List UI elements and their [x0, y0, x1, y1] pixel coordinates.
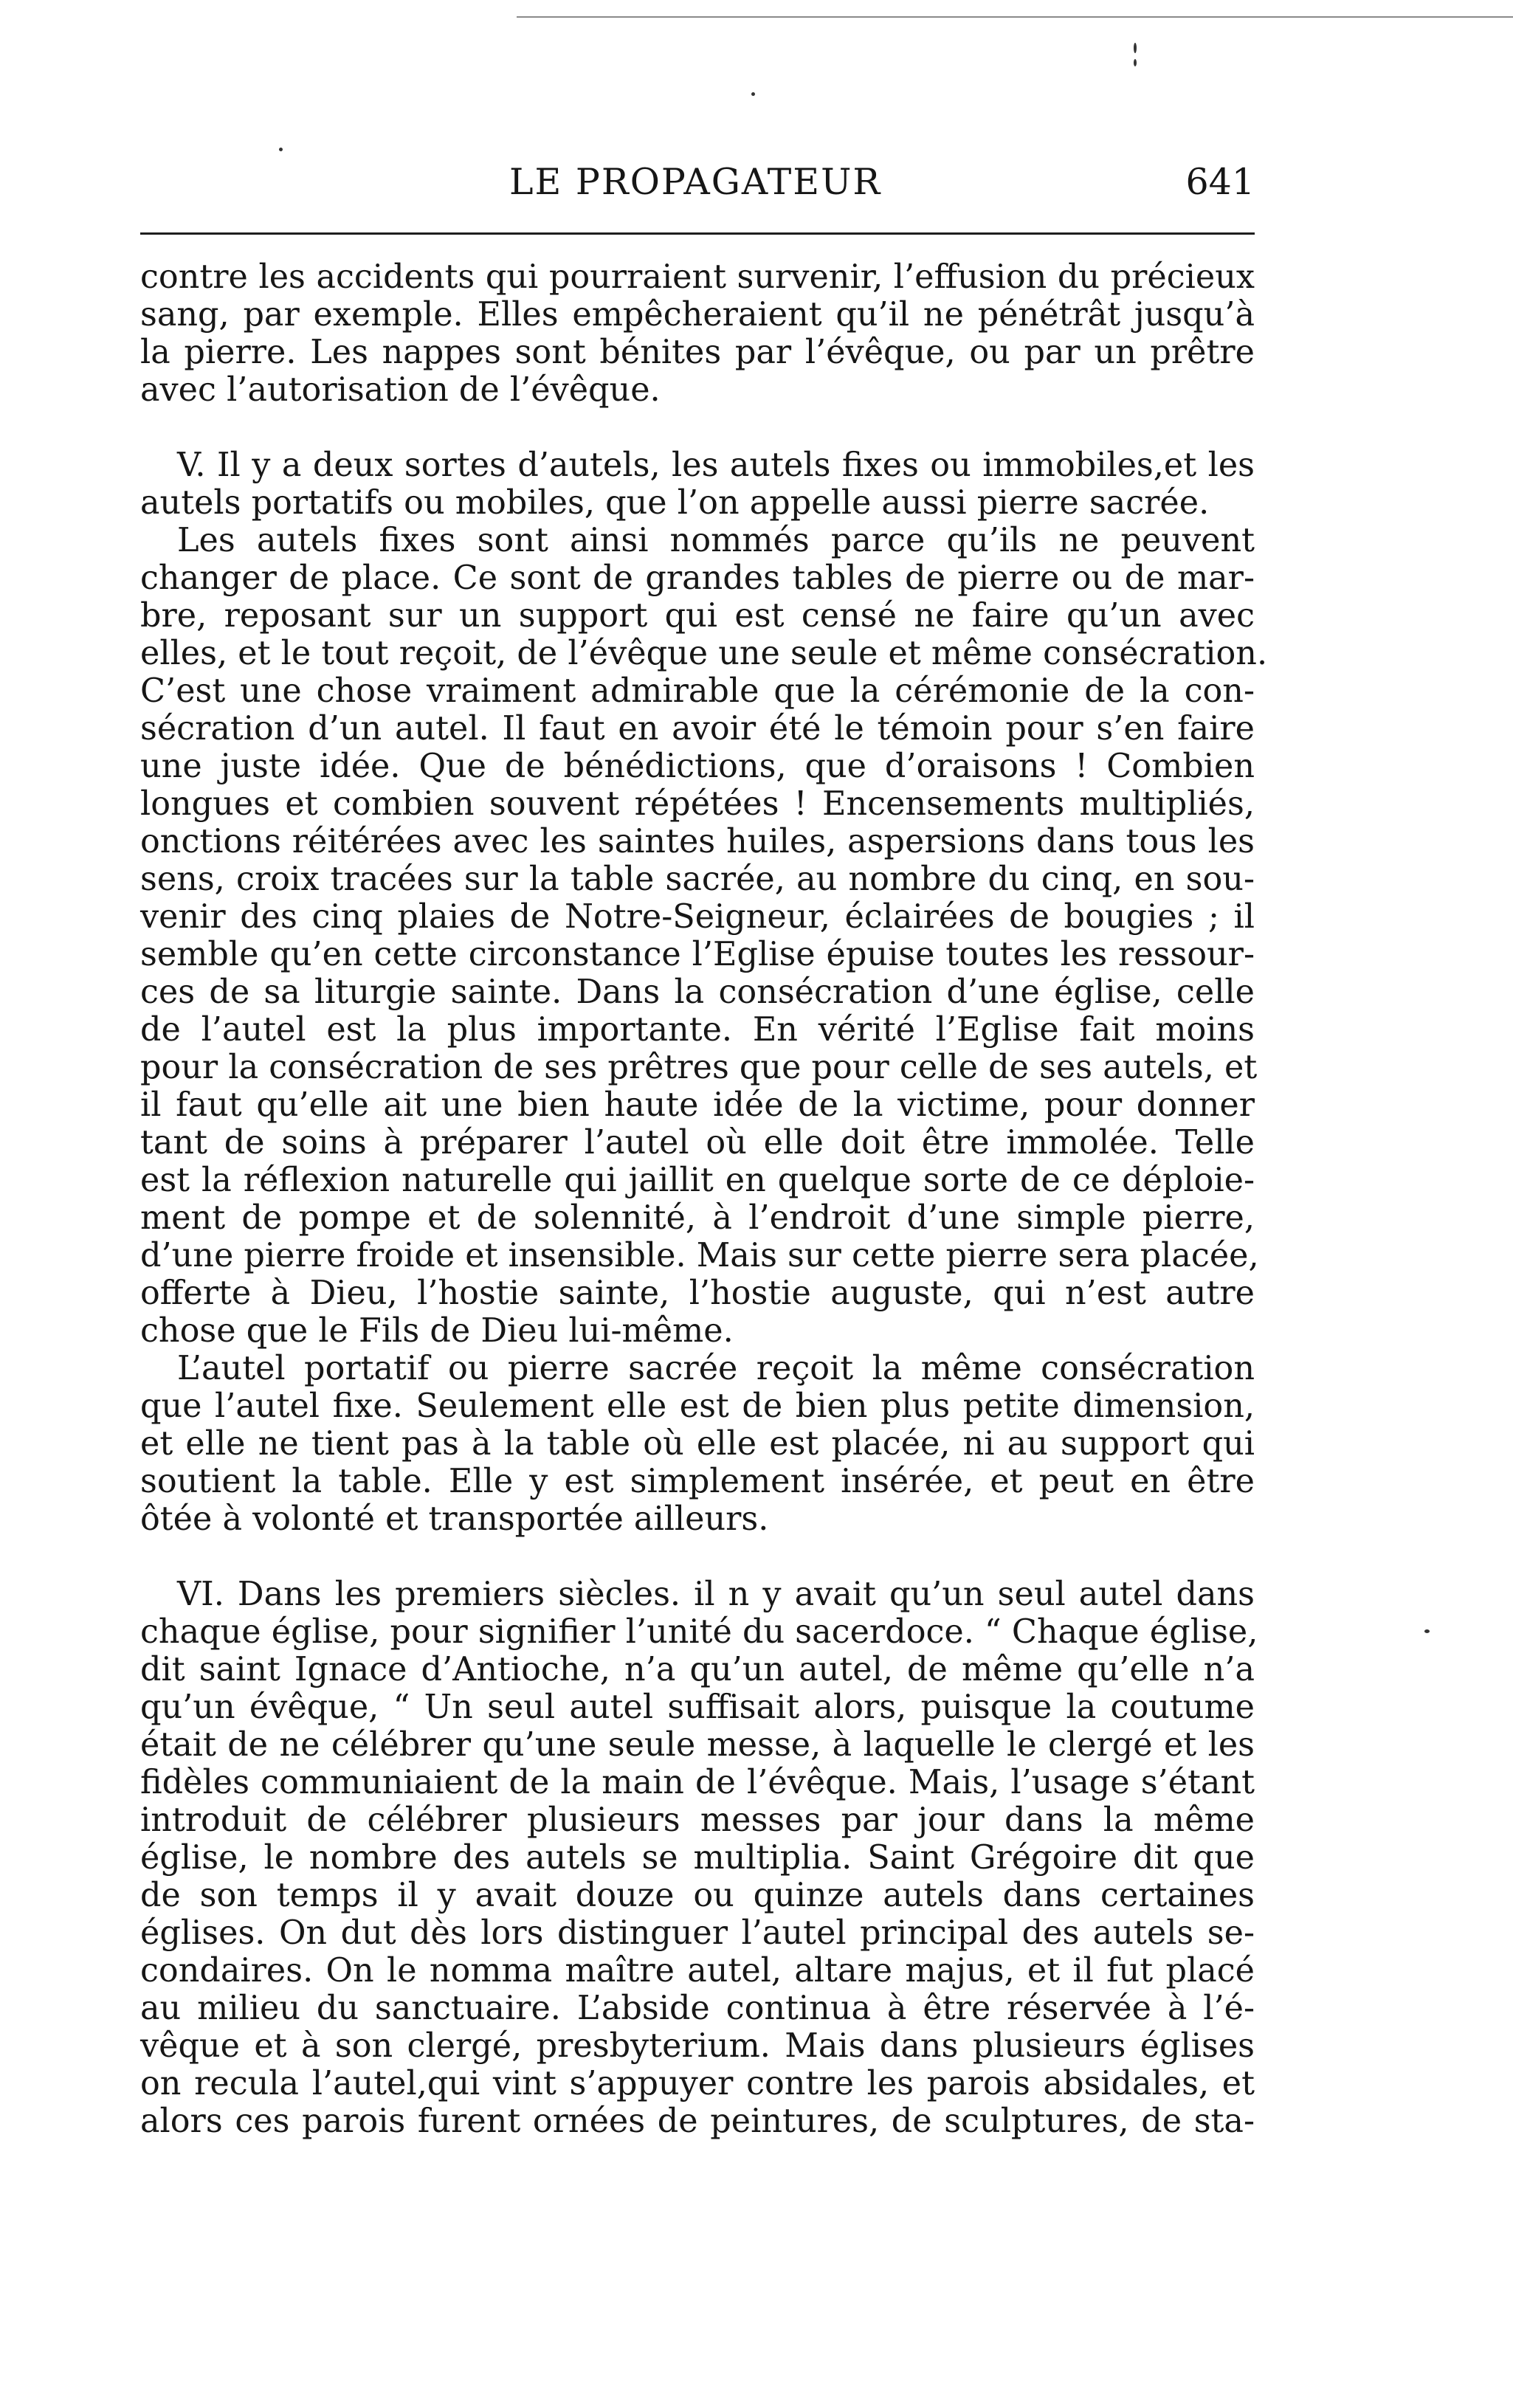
text-line: L’autel portatif ou pierre sacrée reçoit la même consécration: [177, 1350, 1255, 1387]
paragraph-gap: [140, 1538, 1255, 1576]
text-line: sécration d’un autel. Il faut en avoir été le témoin pour s’en faire: [140, 710, 1255, 748]
text-line: ces de sa liturgie sainte. Dans la consécration d’une église, celle: [140, 973, 1255, 1011]
text-line: sang, par exemple. Elles empêcheraient qu’il ne pénétrât jusqu’à: [140, 296, 1255, 334]
text-line: églises. On dut dès lors distinguer l’autel principal des autels se-: [140, 1914, 1255, 1952]
text-line: que l’autel fixe. Seulement elle est de bien plus petite dimension,: [140, 1387, 1255, 1425]
print-speck: [1134, 43, 1137, 53]
page-header: [140, 148, 1255, 214]
text-line: chose que le Fils de Dieu lui-même.: [140, 1312, 734, 1350]
text-line: autels portatifs ou mobiles, que l’on appelle aussi pierre sacrée.: [140, 484, 1210, 522]
running-title: LE PROPAGATEUR: [509, 161, 882, 203]
text-line: onctions réitérées avec les saintes huiles, aspersions dans tous les: [140, 823, 1255, 860]
text-line: tant de soins à préparer l’autel où elle doit être immolée. Telle: [140, 1124, 1255, 1162]
text-line: on recula l’autel,qui vint s’appuyer contre les parois absidales, et: [140, 2065, 1255, 2102]
text-line: et elle ne tient pas à la table où elle est placée, ni au support qui: [140, 1425, 1255, 1463]
text-line: condaires. On le nomma maître autel, altare majus, et il fut placé: [140, 1952, 1255, 1990]
text-line: venir des cinq plaies de Notre-Seigneur, éclairées de bougies ; il: [140, 898, 1255, 936]
print-speck: [751, 92, 755, 96]
text-line: vêque et à son clergé, presbyterium. Mais dans plusieurs églises: [140, 2027, 1255, 2065]
text-line: est la réflexion naturelle qui jaillit en quelque sorte de ce déploie-: [140, 1162, 1255, 1199]
body-text: [140, 258, 1268, 2140]
text-line: église, le nombre des autels se multiplia. Saint Grégoire dit que: [140, 1839, 1255, 1877]
text-line: V. Il y a deux sortes d’autels, les autels fixes ou immobiles,et les: [177, 446, 1255, 484]
text-line: VI. Dans les premiers siècles. il n y avait qu’un seul autel dans: [177, 1576, 1255, 1613]
text-line: bre, reposant sur un support qui est censé ne faire qu’un avec: [140, 597, 1255, 635]
text-line: alors ces parois furent ornées de peintures, de sculptures, de sta-: [140, 2102, 1255, 2140]
text-line: avec l’autorisation de l’évêque.: [140, 371, 661, 409]
top-edge-rule: [517, 16, 1513, 18]
text-line: une juste idée. Que de bénédictions, que d’oraisons ! Combien: [140, 748, 1255, 785]
text-line: pour la consécration de ses prêtres que pour celle de ses autels, et: [140, 1049, 1258, 1086]
text-line: contre les accidents qui pourraient survenir, l’effusion du précieux: [140, 258, 1255, 296]
text-line: dit saint Ignace d’Antioche, n’a qu’un autel, de même qu’elle n’a: [140, 1651, 1255, 1688]
text-line: qu’un évêque, “ Un seul autel suffisait alors, puisque la coutume: [140, 1688, 1255, 1726]
text-line: la pierre. Les nappes sont bénites par l’évêque, ou par un prêtre: [140, 334, 1255, 371]
text-line: longues et combien souvent répétées ! Encensements multipliés,: [140, 785, 1255, 823]
text-line: soutient la table. Elle y est simplement insérée, et peut en être: [140, 1463, 1255, 1500]
text-line: chaque église, pour signifier l’unité du sacerdoce. “ Chaque église,: [140, 1613, 1258, 1651]
text-line: fidèles communiaient de la main de l’évêque. Mais, l’usage s’étant: [140, 1764, 1255, 1801]
text-line: introduit de célébrer plusieurs messes par jour dans la même: [140, 1801, 1255, 1839]
text-line: sens, croix tracées sur la table sacrée, au nombre du cinq, en sou-: [140, 860, 1255, 898]
text-line: Les autels fixes sont ainsi nommés parce qu’ils ne peuvent: [177, 522, 1255, 559]
page-number: 641: [1185, 161, 1255, 203]
paragraph-gap: [140, 409, 1255, 446]
header-rule: [140, 232, 1255, 235]
text-line: au milieu du sanctuaire. L’abside continua à être réservée à l’é-: [140, 1990, 1255, 2027]
text-line: C’est une chose vraiment admirable que la cérémonie de la con-: [140, 672, 1255, 710]
text-line: de l’autel est la plus importante. En vérité l’Eglise fait moins: [140, 1011, 1255, 1049]
text-line: d’une pierre froide et insensible. Mais sur cette pierre sera placée,: [140, 1237, 1259, 1274]
text-line: offerte à Dieu, l’hostie sainte, l’hostie auguste, qui n’est autre: [140, 1274, 1255, 1312]
text-line: ôtée à volonté et transportée ailleurs.: [140, 1500, 769, 1538]
text-line: elles, et le tout reçoit, de l’évêque une seule et même consécration.: [140, 635, 1268, 672]
text-line: de son temps il y avait douze ou quinze autels dans certaines: [140, 1877, 1255, 1914]
print-speck: [1134, 59, 1137, 66]
print-speck: [1424, 1629, 1430, 1633]
text-line: changer de place. Ce sont de grandes tables de pierre ou de mar-: [140, 559, 1255, 597]
text-line: il faut qu’elle ait une bien haute idée de la victime, pour donner: [140, 1086, 1255, 1124]
text-line: semble qu’en cette circonstance l’Eglise épuise toutes les ressour-: [140, 936, 1255, 973]
text-line: ment de pompe et de solennité, à l’endroit d’une simple pierre,: [140, 1199, 1255, 1237]
text-line: était de ne célébrer qu’une seule messe, à laquelle le clergé et les: [140, 1726, 1255, 1764]
